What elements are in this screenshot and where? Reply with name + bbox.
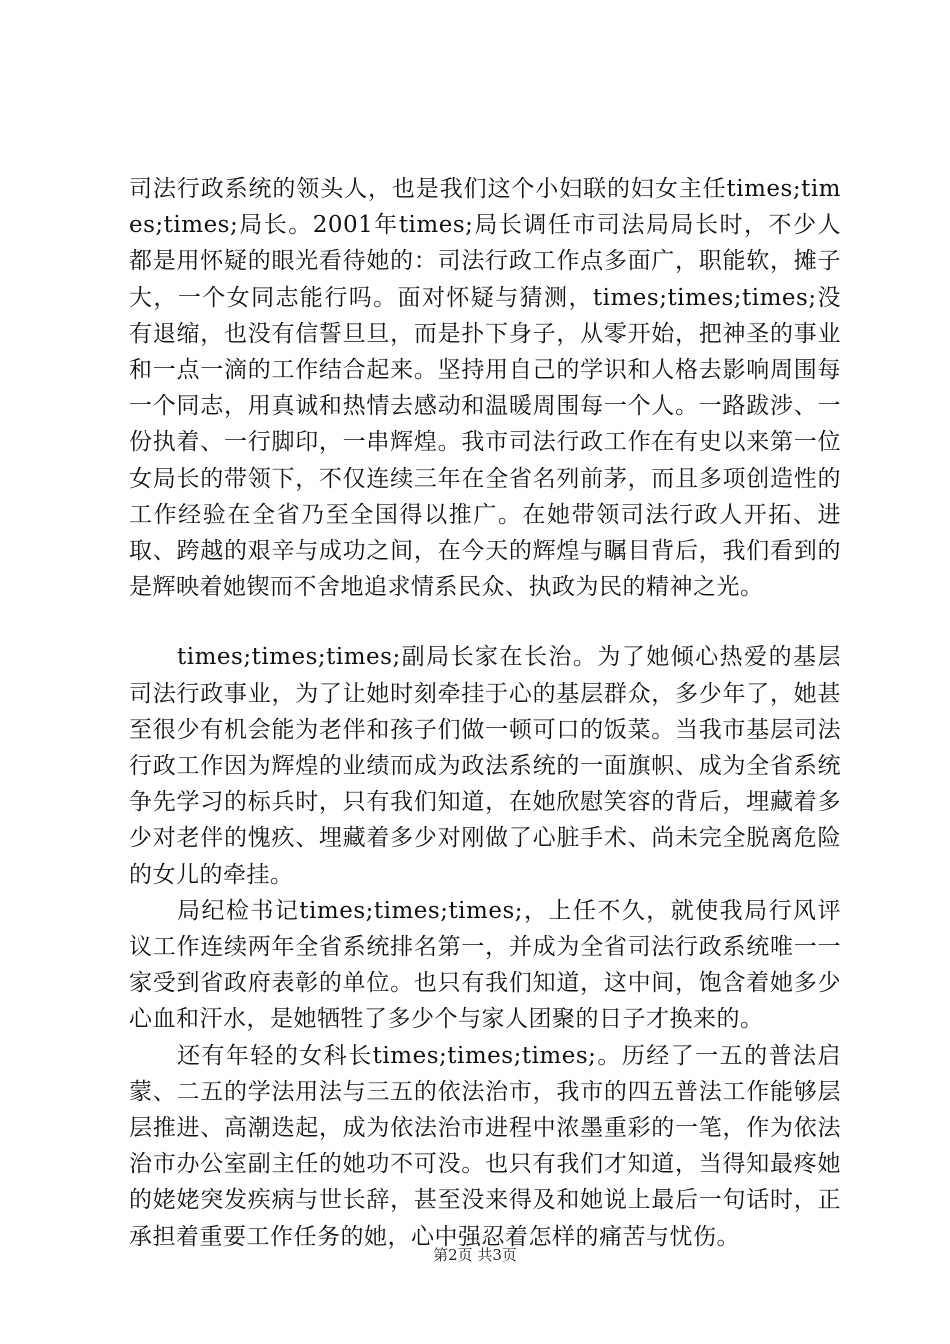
paragraph-spacer	[129, 605, 841, 639]
paragraph-2: times;times;times;副局长家在长治。为了她倾心热爱的基层司法行政事业，为了让她时刻牵挂于心的基层群众，多少年了，她甚至很少有机会能为老伴和孩子们做一顿可口的饭菜。当我市基层司法行政工作因为辉煌的业绩而成为政法系统的一面旗帜、成为全省系统争先学习的标兵时，只有我们知道，在她欣慰笑容的背后，埋藏着多少对老伴的愧疚、埋藏着多少对刚做了心脏手术、尚未完全脱离危险的女儿的牵挂。	[129, 644, 841, 888]
paragraph-4: 还有年轻的女科长times;times;times;。历经了一五的普法启蒙、二五的学法用法与三五的依法治市，我市的四五普法工作能够层层推进、高潮迭起，成为依法治市进程中浓墨重彩的一笔，作为依法治市办公室副主任的她功不可没。也只有我们才知道，当得知最疼她的姥姥突发疾病与世长辞，甚至没来得及和她说上最后一句话时，正承担着重要工作任务的她，心中强忍着怎样的痛苦与忧伤。	[129, 1042, 841, 1250]
page-footer: 第2页 共3页	[433, 1246, 517, 1264]
document-body	[129, 171, 841, 1255]
paragraph-3: 局纪检书记times;times;times;，上任不久，就使我局行风评议工作连续两年全省系统排名第一，并成为全省司法行政系统唯一一家受到省政府表彰的单位。也只有我们知道，这中间，饱含着她多少心血和汗水，是她牺牲了多少个与家人团聚的日子才换来的。	[129, 897, 841, 1033]
paragraph-1: 司法行政系统的领头人，也是我们这个小妇联的妇女主任times;times;times;局长。2001年times;局长调任市司法局局长时，不少人都是用怀疑的眼光看待她的：司法行政工作点多面广，职能软，摊子大，一个女同志能行吗。面对怀疑与猜测，times;times;times;没有退缩，也没有信誓旦旦，而是扑下身子，从零开始，把神圣的事业和一点一滴的工作结合起来。坚持用自己的学识和人格去影响周围每一个同志，用真诚和热情去感动和温暖周围每一个人。一路跋涉、一份执着、一行脚印，一串辉煌。我市司法行政工作在有史以来第一位女局长的带领下，不仅连续三年在全省名列前茅，而且多项创造性的工作经验在全省乃至全国得以推广。在她带领司法行政人开拓、进取、跨越的艰辛与成功之间，在今天的辉煌与瞩目背后，我们看到的是辉映着她锲而不舍地追求情系民众、执政为民的精神之光。	[129, 176, 841, 601]
